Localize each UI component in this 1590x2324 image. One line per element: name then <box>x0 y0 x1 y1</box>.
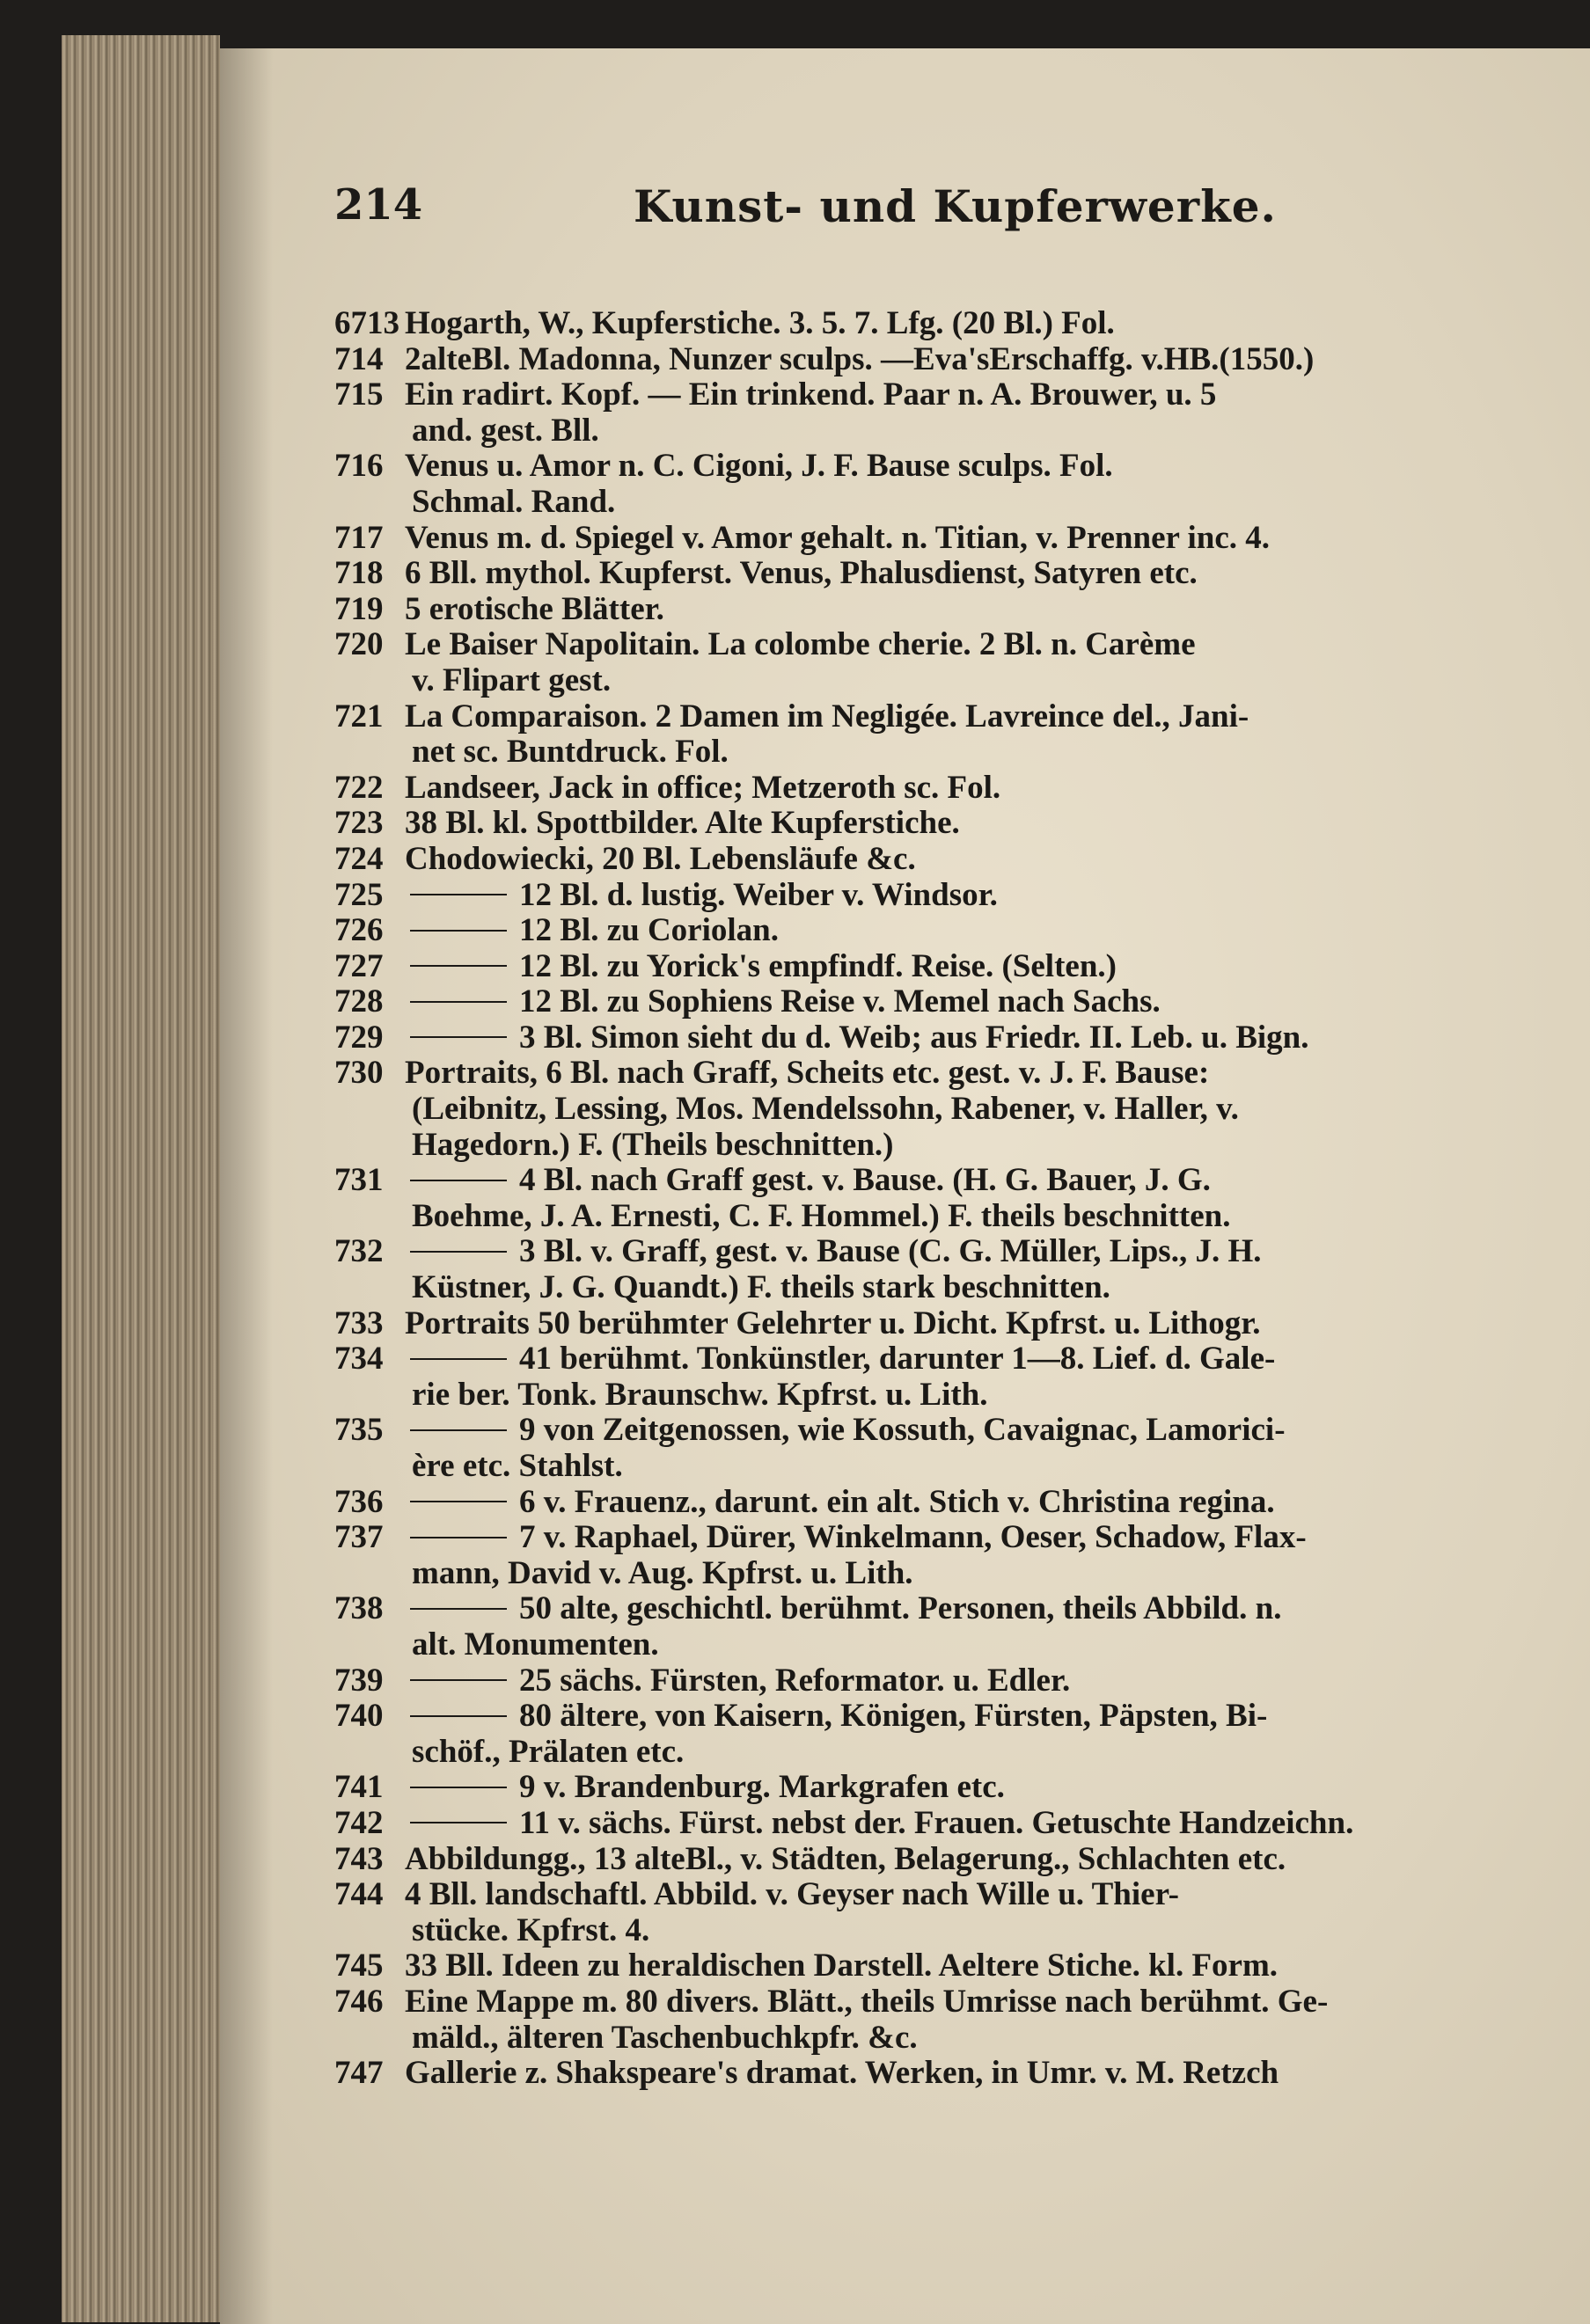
entry-text: 11 v. sächs. Fürst. nebst der. Frauen. Getuschte Handzeichn. <box>519 1805 1354 1841</box>
entry-text: 6 v. Frauenz., darunt. ein alt. Stich v. Christina regina. <box>519 1484 1275 1520</box>
ditto-dash <box>410 1251 507 1253</box>
ditto-dash <box>410 1001 507 1003</box>
entry-text: Eine Mappe m. 80 divers. Blätt., theils Umrisse nach berühmt. Ge- <box>405 1984 1329 2020</box>
entry-text: 12 Bl. zu Sophiens Reise v. Memel nach Sachs. <box>519 984 1161 1020</box>
entry-number: 714 <box>334 341 384 377</box>
entry-text: 2alteBl. Madonna, Nunzer sculps. —Eva'sErschaffg. v.HB.(1550.) <box>405 341 1315 377</box>
entry-text: Küstner, J. G. Quandt.) F. theils stark beschnitten. <box>412 1270 1110 1306</box>
ditto-dash <box>410 1822 507 1823</box>
entry-first-line <box>334 592 1590 628</box>
ditto-dash <box>410 930 507 932</box>
entry-number: 744 <box>334 1877 384 1913</box>
page-number: 214 <box>334 180 423 230</box>
catalog-entry <box>334 1699 1590 1770</box>
entry-text: 3 Bl. Simon sieht du d. Weib; aus Friedr. II. Leb. u. Bign. <box>519 1019 1309 1056</box>
book-page <box>220 48 1590 2324</box>
entry-number: 740 <box>334 1699 384 1735</box>
entry-first-line <box>334 1163 1590 1199</box>
entry-text: 4 Bll. landschaftl. Abbild. v. Geyser nach Wille u. Thier- <box>405 1877 1179 1913</box>
catalog-entry <box>334 1842 1590 1878</box>
catalog-entry <box>334 1948 1590 1984</box>
entry-text: Hagedorn.) F. (Theils beschnitten.) <box>412 1127 894 1163</box>
catalog-entry <box>334 1020 1590 1056</box>
page-header <box>220 180 1590 259</box>
entry-number: 719 <box>334 591 384 627</box>
entry-first-line <box>334 1663 1590 1699</box>
entry-continuation-line <box>334 1128 1590 1164</box>
entry-first-line <box>334 521 1590 557</box>
catalog-entry <box>334 1485 1590 1521</box>
catalog-entry <box>334 592 1590 628</box>
catalog-entry <box>334 1984 1590 2056</box>
running-title: Kunst- und Kupferwerke. <box>634 180 1277 232</box>
entry-text: 33 Bll. Ideen zu heraldischen Darstell. Aeltere Stiche. kl. Form. <box>405 1948 1279 1984</box>
ditto-dash <box>410 1679 507 1681</box>
entry-number: 715 <box>334 377 384 413</box>
entry-first-line <box>334 984 1590 1020</box>
entry-text: and. gest. Bll. <box>412 413 599 449</box>
entry-first-line <box>334 1877 1590 1913</box>
ditto-dash <box>410 1358 507 1360</box>
entry-number: 720 <box>334 627 384 663</box>
entry-number: 726 <box>334 913 384 949</box>
entry-first-line <box>334 806 1590 842</box>
entry-continuation-line <box>334 1735 1590 1771</box>
entry-continuation-line <box>334 2021 1590 2057</box>
entry-text: rie ber. Tonk. Braunschw. Kpfrst. u. Lith. <box>412 1377 988 1413</box>
catalog-entry <box>334 842 1590 878</box>
entry-first-line <box>334 1948 1590 1984</box>
catalog-entry <box>334 306 1590 342</box>
entry-text: 25 sächs. Fürsten, Reformator. u. Edler. <box>519 1663 1071 1699</box>
entry-first-line <box>334 342 1590 378</box>
entry-first-line <box>334 949 1590 985</box>
entry-first-line <box>334 1020 1590 1056</box>
entry-text: La Comparaison. 2 Damen im Negligée. Lavreince del., Jani- <box>405 698 1249 734</box>
ditto-dash <box>410 1180 507 1181</box>
entry-first-line <box>334 1806 1590 1842</box>
ditto-dash <box>410 1429 507 1431</box>
entry-number: 741 <box>334 1770 384 1806</box>
entry-first-line <box>334 2056 1590 2092</box>
entry-text: 4 Bl. nach Graff gest. v. Bause. (H. G. Bauer, J. G. <box>519 1163 1211 1199</box>
ditto-dash <box>410 965 507 967</box>
ditto-dash <box>410 1501 507 1502</box>
entry-first-line <box>334 1591 1590 1627</box>
book-page-edges <box>62 35 220 2322</box>
entry-continuation-line <box>334 413 1590 449</box>
entry-text: schöf., Prälaten etc. <box>412 1734 685 1770</box>
entry-text: Ein radirt. Kopf. — Ein trinkend. Paar n. A. Brouwer, u. 5 <box>405 377 1217 413</box>
entry-text: 12 Bl. zu Coriolan. <box>519 913 779 949</box>
entry-number: 732 <box>334 1234 384 1270</box>
entry-first-line <box>334 1770 1590 1806</box>
entry-number: 739 <box>334 1663 384 1699</box>
ditto-dash <box>410 1715 507 1717</box>
entry-first-line <box>334 1842 1590 1878</box>
entry-text: 7 v. Raphael, Dürer, Winkelmann, Oeser, Schadow, Flax- <box>519 1520 1307 1556</box>
catalog-entry <box>334 771 1590 807</box>
entry-number: 721 <box>334 698 384 734</box>
entry-text: Boehme, J. A. Ernesti, C. F. Hommel.) F. theils beschnitten. <box>412 1198 1231 1234</box>
catalog-entry <box>334 1806 1590 1842</box>
entry-text: Portraits 50 berühmter Gelehrter u. Dicht. Kpfrst. u. Lithogr. <box>405 1305 1261 1341</box>
entry-number: 734 <box>334 1341 384 1378</box>
entry-first-line <box>334 627 1590 663</box>
entry-text: 50 alte, geschichtl. berühmt. Personen, theils Abbild. n. <box>519 1591 1282 1627</box>
entry-number: 718 <box>334 556 384 592</box>
ditto-dash <box>410 1787 507 1788</box>
catalog-entry <box>334 627 1590 698</box>
catalog-entry <box>334 1877 1590 1948</box>
entry-first-line <box>334 878 1590 914</box>
entry-text: Portraits, 6 Bl. nach Graff, Scheits etc. gest. v. J. F. Bause: <box>405 1056 1210 1092</box>
entry-continuation-line <box>334 1199 1590 1235</box>
entry-number: 731 <box>334 1163 384 1199</box>
entry-text: Schmal. Rand. <box>412 484 616 520</box>
entry-first-line <box>334 556 1590 592</box>
entry-number: 728 <box>334 984 384 1020</box>
entry-number: 747 <box>334 2056 384 2092</box>
entry-number: 735 <box>334 1413 384 1449</box>
entry-first-line <box>334 449 1590 485</box>
entry-first-line <box>334 1485 1590 1521</box>
entry-text: 9 v. Brandenburg. Markgrafen etc. <box>519 1770 1005 1806</box>
entry-number: 745 <box>334 1948 384 1984</box>
entry-text: 41 berühmt. Tonkünstler, darunter 1—8. Lief. d. Gale- <box>519 1341 1276 1378</box>
entry-number: 742 <box>334 1805 384 1841</box>
entry-text: (Leibnitz, Lessing, Mos. Mendelssohn, Rabener, v. Haller, v. <box>412 1092 1239 1128</box>
catalog-entry <box>334 984 1590 1020</box>
entry-continuation-line <box>334 663 1590 699</box>
entry-number: 724 <box>334 841 384 877</box>
entry-text: Landseer, Jack in office; Metzeroth sc. Fol. <box>405 770 1001 806</box>
entry-text: mann, David v. Aug. Kpfrst. u. Lith. <box>412 1555 913 1591</box>
entry-text: Venus m. d. Spiegel v. Amor gehalt. n. Titian, v. Prenner inc. 4. <box>405 520 1271 556</box>
entry-text: Venus u. Amor n. C. Cigoni, J. F. Bause sculps. Fol. <box>405 449 1113 485</box>
catalog-entry <box>334 913 1590 949</box>
catalog-entry <box>334 806 1590 842</box>
catalog-entry <box>334 1770 1590 1806</box>
ditto-dash <box>410 1537 507 1538</box>
catalog-entry <box>334 1520 1590 1591</box>
entry-number: 716 <box>334 449 384 485</box>
catalog-entry <box>334 878 1590 914</box>
entry-number: 733 <box>334 1305 384 1341</box>
catalog-entries <box>334 306 1590 2092</box>
entry-number: 746 <box>334 1984 384 2020</box>
entry-first-line <box>334 1520 1590 1556</box>
ditto-dash <box>410 894 507 895</box>
catalog-entry <box>334 2056 1590 2092</box>
catalog-entry <box>334 1163 1590 1234</box>
entry-text: Abbildungg., 13 alteBl., v. Städten, Belagerung., Schlachten etc. <box>405 1841 1286 1877</box>
entry-number: 743 <box>334 1841 384 1877</box>
entry-text: Gallerie z. Shakspeare's dramat. Werken, in Umr. v. M. Retzch <box>405 2056 1279 2092</box>
entry-continuation-line <box>334 1627 1590 1663</box>
entry-text: Le Baiser Napolitain. La colombe cherie. 2 Bl. n. Carème <box>405 627 1196 663</box>
entry-text: mäld., älteren Taschenbuchkpfr. &c. <box>412 2020 918 2056</box>
entry-number: 730 <box>334 1056 384 1092</box>
entry-first-line <box>334 1234 1590 1270</box>
entry-continuation-line <box>334 734 1590 771</box>
entry-continuation-line <box>334 1378 1590 1414</box>
entry-first-line <box>334 1413 1590 1449</box>
catalog-entry <box>334 1234 1590 1305</box>
catalog-entry <box>334 377 1590 449</box>
entry-first-line <box>334 1699 1590 1735</box>
entry-number: 723 <box>334 806 384 842</box>
ditto-dash <box>410 1036 507 1038</box>
entry-continuation-line <box>334 1092 1590 1128</box>
catalog-entry <box>334 1341 1590 1413</box>
entry-first-line <box>334 306 1590 342</box>
entry-number: 736 <box>334 1484 384 1520</box>
catalog-entry <box>334 699 1590 771</box>
entry-continuation-line <box>334 1913 1590 1949</box>
entry-number: 729 <box>334 1019 384 1056</box>
catalog-entry <box>334 556 1590 592</box>
entry-first-line <box>334 1341 1590 1378</box>
catalog-entry <box>334 1056 1590 1163</box>
catalog-entry <box>334 449 1590 520</box>
entry-first-line <box>334 1056 1590 1092</box>
entry-continuation-line <box>334 1270 1590 1306</box>
entry-text: stücke. Kpfrst. 4. <box>412 1912 650 1948</box>
entry-continuation-line <box>334 1449 1590 1485</box>
entry-first-line <box>334 771 1590 807</box>
catalog-entry <box>334 1663 1590 1699</box>
entry-number: 725 <box>334 877 384 913</box>
entry-number: 717 <box>334 520 384 556</box>
entry-text: 12 Bl. zu Yorick's empfindf. Reise. (Selten.) <box>519 948 1117 984</box>
entry-first-line <box>334 699 1590 735</box>
entry-text: 6 Bll. mythol. Kupferst. Venus, Phalusdienst, Satyren etc. <box>405 556 1198 592</box>
catalog-entry <box>334 1413 1590 1484</box>
entry-text: 3 Bl. v. Graff, gest. v. Bause (C. G. Müller, Lips., J. H. <box>519 1234 1262 1270</box>
entry-number: 722 <box>334 770 384 806</box>
entry-number: 6713 <box>334 306 399 341</box>
entry-text: ère etc. Stahlst. <box>412 1449 623 1484</box>
entry-number: 738 <box>334 1591 384 1627</box>
entry-text: Hogarth, W., Kupferstiche. 3. 5. 7. Lfg. (20 Bl.) Fol. <box>405 306 1115 341</box>
entry-text: 5 erotische Blätter. <box>405 591 664 627</box>
entry-text: 12 Bl. d. lustig. Weiber v. Windsor. <box>519 877 998 913</box>
catalog-entry <box>334 1306 1590 1342</box>
entry-continuation-line <box>334 1556 1590 1592</box>
entry-text: 9 von Zeitgenossen, wie Kossuth, Cavaignac, Lamorici- <box>519 1413 1286 1449</box>
catalog-entry <box>334 949 1590 985</box>
entry-first-line <box>334 913 1590 949</box>
gutter-shadow <box>220 48 273 2324</box>
catalog-entry <box>334 342 1590 378</box>
entry-text: Chodowiecki, 20 Bl. Lebensläufe &c. <box>405 841 916 877</box>
entry-text: 38 Bl. kl. Spottbilder. Alte Kupferstiche. <box>405 806 960 842</box>
entry-text: v. Flipart gest. <box>412 662 612 698</box>
entry-first-line <box>334 377 1590 413</box>
entry-number: 727 <box>334 948 384 984</box>
entry-continuation-line <box>334 485 1590 521</box>
catalog-entry <box>334 1591 1590 1663</box>
entry-first-line <box>334 1984 1590 2021</box>
entry-first-line <box>334 842 1590 878</box>
entry-text: net sc. Buntdruck. Fol. <box>412 734 729 771</box>
entry-text: 80 ältere, von Kaisern, Königen, Fürsten, Päpsten, Bi- <box>519 1699 1268 1735</box>
entry-text: alt. Monumenten. <box>412 1626 659 1663</box>
entry-first-line <box>334 1306 1590 1342</box>
ditto-dash <box>410 1608 507 1610</box>
catalog-entry <box>334 521 1590 557</box>
entry-number: 737 <box>334 1520 384 1556</box>
